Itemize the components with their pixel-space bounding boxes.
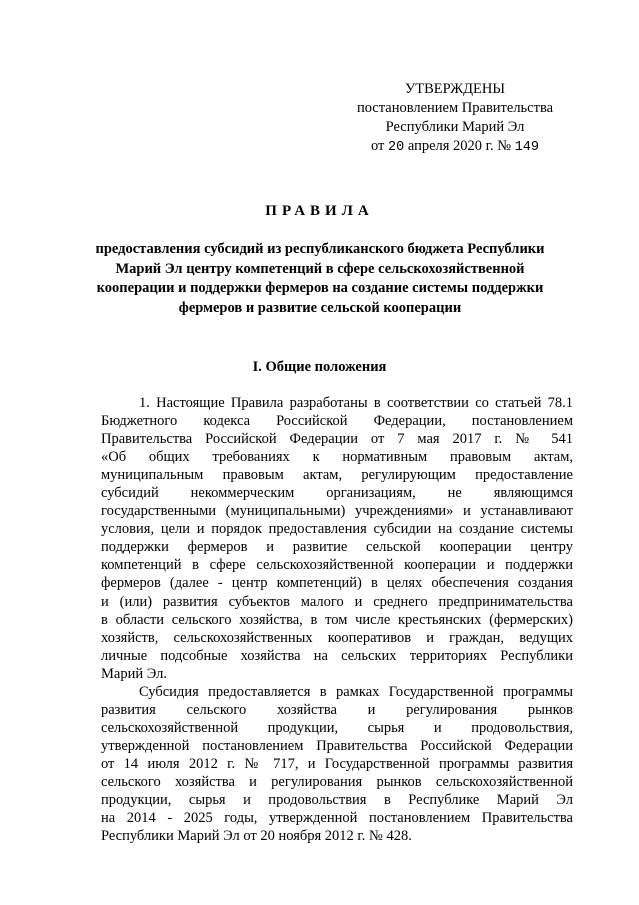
approval-number: 149 xyxy=(514,140,540,155)
body-line: Марий Эл. xyxy=(101,665,167,682)
document-title: ПРАВИЛА xyxy=(265,203,374,219)
body-line: Бюджетного кодекса Российской Федерации, постановлением xyxy=(101,413,573,430)
document-body xyxy=(101,394,573,845)
body-line: Республики Марий Эл от 20 ноября 2012 г. № 428. xyxy=(101,828,412,845)
body-line: и (или) развития субъектов малого и среднего предпринимательства xyxy=(101,593,573,610)
approval-authority: постановлением Правительства xyxy=(356,100,554,116)
approval-date-prefix: от xyxy=(370,138,385,154)
section-heading: I. Общие положения xyxy=(252,359,387,375)
body-line: сельскохозяйственной продукции, сырья и продовольствия, xyxy=(101,719,573,736)
subtitle-line: фермеров и развитие сельской кооперации xyxy=(178,299,462,316)
body-line: государственными (муниципальными) учреждениями» и устанавливают xyxy=(101,503,573,520)
approval-region: Республики Марий Эл xyxy=(385,119,525,135)
body-line: условия, цели и порядок предоставления субсидии на создание системы xyxy=(101,521,573,538)
body-line: фермеров (далее - центр компетенций) в целях обеспечения создания xyxy=(101,575,573,592)
approval-block xyxy=(330,80,580,157)
body-line: муниципальным правовым актам, регулирующим предоставление xyxy=(101,467,573,484)
body-line: сельского хозяйства и регулирования рынков сельскохозяйственной xyxy=(101,773,573,790)
body-line: субсидий некоммерческим организациям, не являющимся xyxy=(101,485,573,502)
body-line: «Об общих требованиях к нормативным правовым актам, xyxy=(101,449,573,466)
body-line: развития сельского хозяйства и регулирования рынков xyxy=(101,701,573,718)
body-line: хозяйств, сельскохозяйственных кооперативов и граждан, ведущих xyxy=(101,629,573,646)
subtitle-line: кооперации и поддержки фермеров на создание системы поддержки xyxy=(96,280,544,296)
body-line: личные подсобные хозяйства на сельских территориях Республики xyxy=(101,647,573,664)
body-line: утвержденной постановлением Правительства Российской Федерации xyxy=(101,737,573,754)
body-line: Субсидия предоставляется в рамках Государственной программы xyxy=(139,683,573,700)
body-line: на 2014 - 2025 годы, утвержденной постановлением Правительства xyxy=(101,810,573,827)
subtitle-line: предоставления субсидий из республиканского бюджета Республики xyxy=(95,241,545,257)
body-line: продукции, сырья и продовольствия в Республике Марий Эл xyxy=(101,792,573,809)
approval-status: УТВЕРЖДЕНЫ xyxy=(404,81,506,97)
approval-date-middle: апреля 2020 г. № xyxy=(407,138,512,154)
subtitle-line: Марий Эл центру компетенций в сфере сельскохозяйственной xyxy=(115,260,525,277)
body-line: компетенций в сфере сельскохозяйственной кооперации и поддержки xyxy=(101,557,573,574)
body-line: в области сельского хозяйства, в том числе крестьянских (фермерских) xyxy=(101,611,573,628)
body-line: от 14 июля 2012 г. № 717, и Государственной программы развития xyxy=(101,755,573,772)
approval-date xyxy=(330,137,580,157)
body-line: Правительства Российской Федерации от 7 мая 2017 г. № 541 xyxy=(101,431,573,448)
approval-day: 20 xyxy=(388,140,405,155)
body-line: поддержки фермеров и развитие сельской кооперации центру xyxy=(101,539,573,556)
body-line: 1. Настоящие Правила разработаны в соответствии со статьей 78.1 xyxy=(139,395,573,411)
document-subtitle xyxy=(60,240,580,318)
